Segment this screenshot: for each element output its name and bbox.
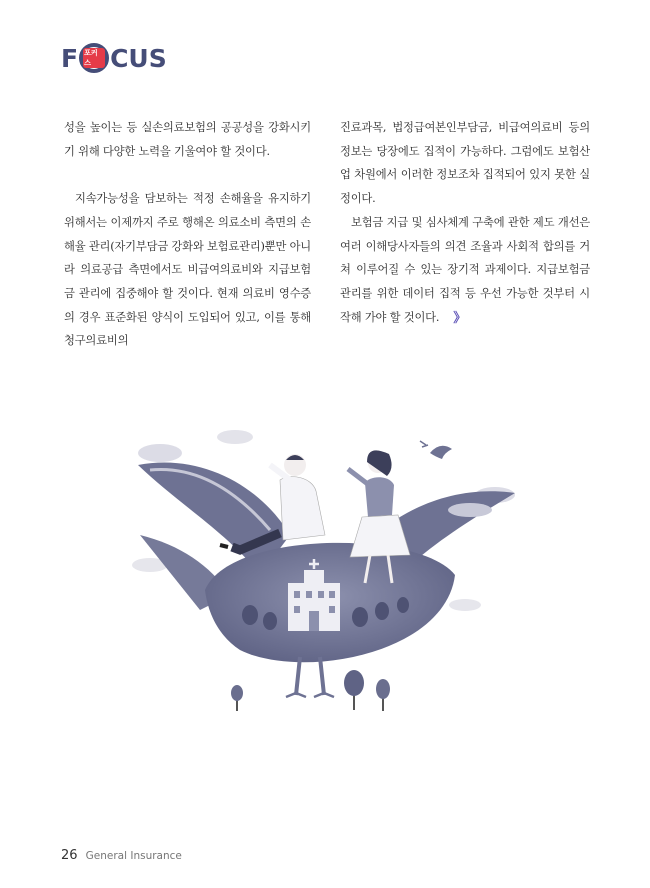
publication-name: General Insurance [85,850,182,862]
page-number: 26 [61,848,78,863]
logo-text-right: CUS [110,43,167,73]
page-footer [61,844,182,863]
right-column [340,116,590,330]
right-paragraph-1: 진료과목, 법정급여본인부담금, 비급여의료비 등의 정보는 당장에도 집적이 가능하다. 그럼에도 보험산업 차원에서 이러한 정보조차 집적되어 있지 못한 실정이다. [340,121,590,206]
logo-badge: 포커스 [83,48,105,68]
end-mark-icon: 》 [453,310,467,326]
left-paragraph-2: 지속가능성을 담보하는 적정 손해율을 유지하기 위해서는 이제까지 주로 행해온 의료소비 측면의 손해율 관리(자기부담금 강화와 보험료관리)뿐만 아니라 의료공급 측면에서도 비급여의료비와 지급보험금 관리에 집중해야 할 것이다. 현재 의료비 영수증의 경우 표준화된 양식이 도입되어 있고, 이를 통해 청구의료비의 [64,192,311,348]
left-paragraph-1: 성을 높이는 등 실손의료보험의 공공성을 강화시키기 위해 다양한 노력을 기울여야 할 것이다. [64,121,311,158]
bird-legs [296,657,324,695]
ground-trees [231,670,390,711]
logo-text-left: F [61,43,79,73]
focus-logo [61,42,167,74]
right-paragraph-2-text: 보험금 지급 및 심사체계 구축에 관한 제도 개선은 여러 이해당사자들의 의견 조율과 사회적 합의를 거쳐 이루어질 수 있는 장기적 과제이다. 지급보험금 관리를 위한 데이터 집적 등 우선 가능한 것부터 시작해 가야 할 것이다. [340,215,590,324]
left-column [64,116,311,353]
cloud-icon [138,444,182,462]
right-paragraph-2 [340,211,590,331]
cloud-icon [217,430,253,444]
logo-ring-icon [79,43,109,73]
cloud-icon [449,599,481,611]
dove-icon [420,441,452,459]
bird-couple-illustration [120,425,520,725]
